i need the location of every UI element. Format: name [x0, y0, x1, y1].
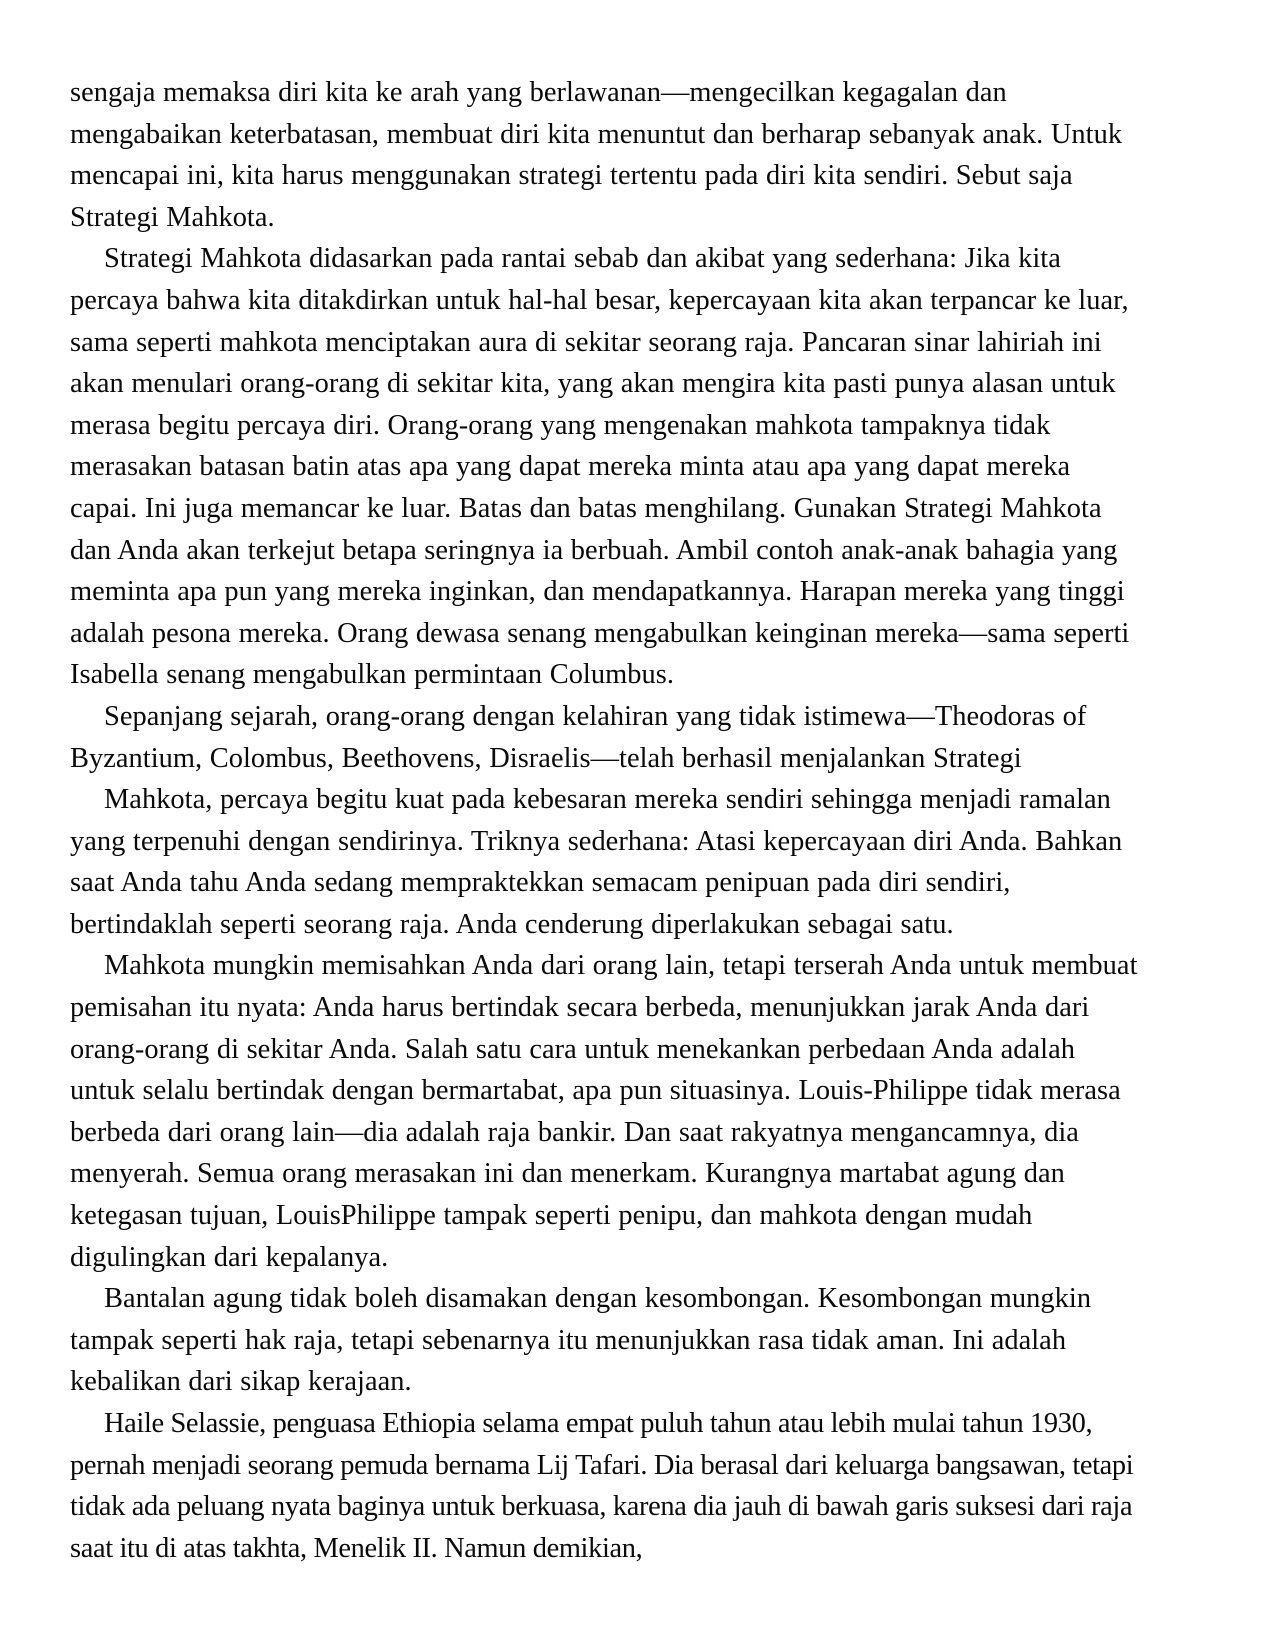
- paragraph-mahkota-memisahkan: Mahkota mungkin memisahkan Anda dari orang lain, tetapi terserah Anda untuk membuat pemisahan itu nyata: Anda harus bertindak secara berbeda, menunjukkan jarak Anda dari orang-orang di sekitar Anda. Salah satu cara untuk menekankan perbedaan Anda adalah untuk selalu bertindak dengan bermartabat, apa pun situasinya. Louis-Philippe tidak merasa berbeda dari orang lain—dia adalah raja bankir. Dan saat rakyatnya mengancamnya, dia menyerah. Semua orang merasakan ini dan menerkam. Kurangnya martabat agung dan ketegasan tujuan, LouisPhilippe tampak seperti penipu, dan mahkota dengan mudah digulingkan dari kepalanya.: [70, 950, 1138, 1273]
- paragraph-sepanjang-sejarah-part-1: Sepanjang sejarah, orang-orang dengan kelahiran yang tidak istimewa—Theodoras of Byzantium, Colombus, Beethovens, Disraelis—telah berhasil menjalankan Strategi: [70, 700, 1094, 774]
- paragraph-haile-selassie: Haile Selassie, penguasa Ethiopia selama empat puluh tahun atau lebih mulai tahun 1930, pernah menjadi seorang pemuda bernama Lij Tafari. Dia berasal dari keluarga bangsawan, tetapi tidak ada peluang nyata baginya untuk berkuasa, karena dia jauh di bawah garis suksesi dari raja saat itu di atas takhta, Menelik II. Namun demikian,: [70, 1408, 1134, 1564]
- paragraph-sepanjang-sejarah-part-2: Mahkota, percaya begitu kuat pada kebesaran mereka sendiri sehingga menjadi ramalan yang terpenuhi dengan sendirinya. Triknya sederhana: Atasi kepercayaan diri Anda. Bahkan saat Anda tahu Anda sedang mempraktekkan semacam penipuan pada diri sendiri, bertindaklah seperti seorang raja. Anda cenderung diperlakukan sebagai satu.: [70, 784, 1130, 940]
- paragraph-continuation: sengaja memaksa diri kita ke arah yang berlawanan—mengecilkan kegagalan dan mengabaikan keterbatasan, membuat diri kita menuntut dan berharap sebanyak anak. Untuk mencapai ini, kita harus menggunakan strategi tertentu pada diri kita sendiri. Sebut saja Strategi Mahkota.: [70, 77, 1123, 233]
- paragraph-bantalan-agung: Bantalan agung tidak boleh disamakan dengan kesombongan. Kesombongan mungkin tampak seperti hak raja, tetapi sebenarnya itu menunjukkan rasa tidak aman. Ini adalah kebalikan dari sikap kerajaan.: [70, 1283, 1092, 1398]
- body-text-column: [70, 72, 1142, 1569]
- paragraph-strategi-mahkota-definition: Strategi Mahkota didasarkan pada rantai sebab dan akibat yang sederhana: Jika kita percaya bahwa kita ditakdirkan untuk hal-hal besar, kepercayaan kita akan terpancar ke luar, sama seperti mahkota menciptakan aura di sekitar seorang raja. Pancaran sinar lahiriah ini akan menulari orang-orang di sekitar kita, yang akan mengira kita pasti punya alasan untuk merasa begitu percaya diri. Orang-orang yang mengenakan mahkota tampaknya tidak merasakan batasan batin atas apa yang dapat mereka minta atau apa yang dapat mereka capai. Ini juga memancar ke luar. Batas dan batas menghilang. Gunakan Strategi Mahkota dan Anda akan terkejut betapa seringnya ia berbuah. Ambil contoh anak-anak bahagia yang meminta apa pun yang mereka inginkan, dan mendapatkannya. Harapan mereka yang tinggi adalah pesona mereka. Orang dewasa senang mengabulkan keinginan mereka—sama seperti Isabella senang mengabulkan permintaan Columbus.: [70, 243, 1130, 691]
- paragraph-sepanjang-sejarah: [70, 696, 1142, 946]
